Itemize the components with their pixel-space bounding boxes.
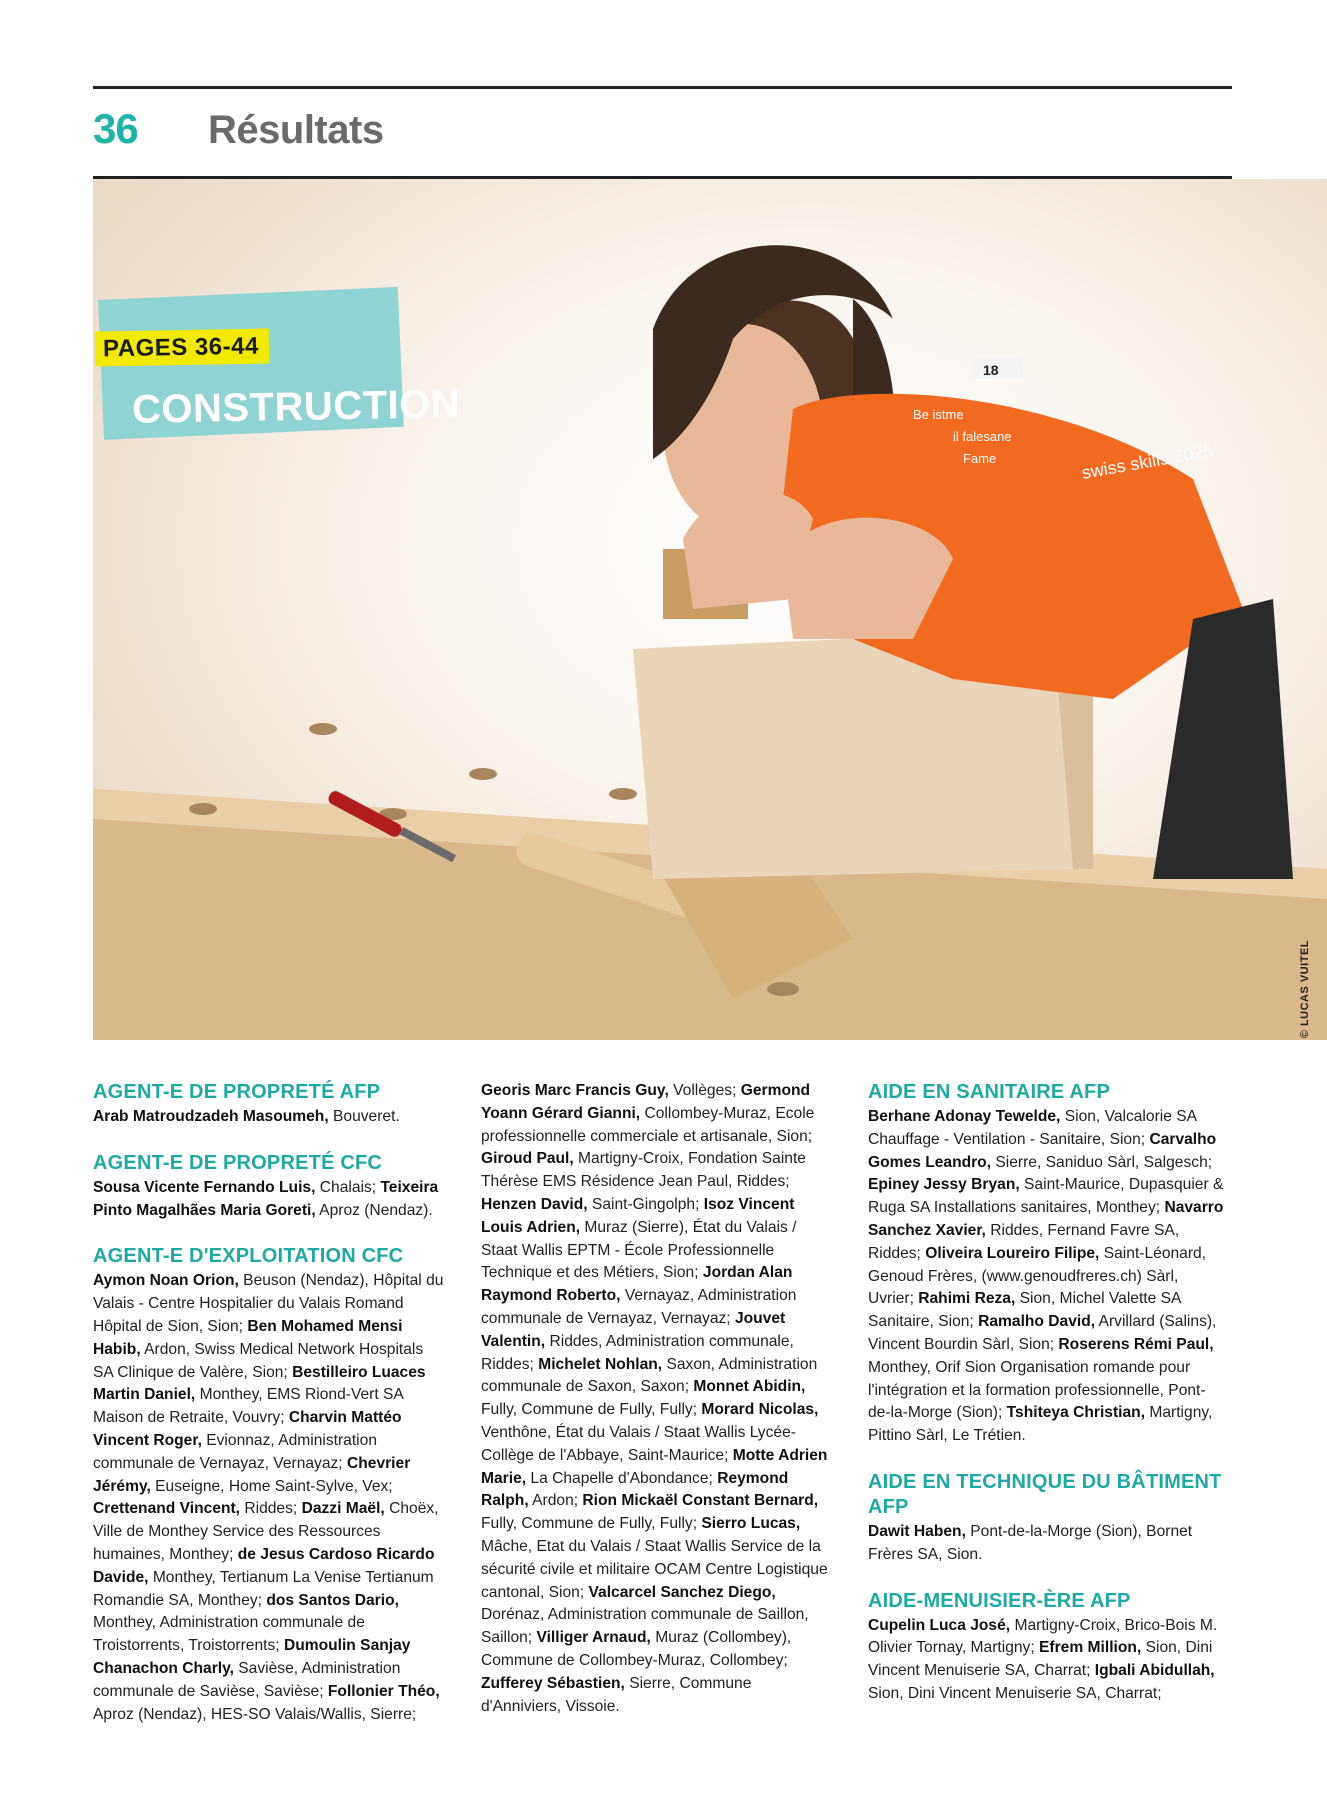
graduate-detail: Martigny, Pittino Sàrl, Le Trétien. xyxy=(868,1404,1213,1445)
graduate-name: Tshiteya Christian, xyxy=(1006,1404,1146,1422)
graduate-detail: Arvillard (Salins), Vincent Bourdin Sàrl, Sion; xyxy=(868,1313,1217,1353)
photo-credit: © LUCAS VUITEL xyxy=(1299,940,1311,1039)
graduate-name: Zufferey Sébastien, xyxy=(481,1674,625,1692)
graduate-name: Reymond Ralph, xyxy=(481,1469,789,1510)
category-entries xyxy=(868,1521,1228,1567)
graduate-name: Georis Marc Francis Guy, xyxy=(481,1082,669,1099)
graduate-detail: Sion, Michel Valette SA Sanitaire, Sion; xyxy=(868,1290,1181,1331)
category-title: AIDE EN TECHNIQUE DU BÂTIMENT AFP xyxy=(868,1470,1222,1518)
graduate-detail: Collombey-Muraz, Ecole professionnelle commerciale et artisanale, Sion; xyxy=(481,1104,815,1145)
graduate-detail: Riddes, Fernand Favre SA, Riddes; xyxy=(868,1221,1180,1262)
graduate-name: Dawit Haben, xyxy=(868,1522,966,1540)
category-entries xyxy=(93,1106,445,1129)
graduate-detail: Savièse, Administration communale de Savièse, Savièse; xyxy=(93,1659,401,1700)
graduate-detail: Monthey, Tertianum La Venise Tertianum Romandie SA, Monthey; xyxy=(93,1568,434,1609)
shirt-text-1: Be istme xyxy=(913,407,964,422)
bench-hole xyxy=(767,982,799,996)
graduate-detail: Fully, Commune de Fully, Fully; xyxy=(481,1401,702,1419)
result-category xyxy=(868,1589,1228,1706)
graduate-name: Michelet Nohlan, xyxy=(538,1355,663,1373)
graduate-detail: Aproz (Nendaz). xyxy=(315,1201,433,1219)
category-title: AGENT-E D'EXPLOITATION CFC xyxy=(93,1245,404,1268)
graduate-detail: Muraz (Sierre), État du Valais / Staat Wallis EPTM - École Professionnelle Technique et des Métiers, Sion; xyxy=(481,1218,797,1282)
category-title: AGENT-E DE PROPRETÉ CFC xyxy=(93,1151,383,1174)
graduate-name: Ben Mohamed Mensi Habib, xyxy=(93,1317,403,1358)
results-column-3 xyxy=(868,1080,1228,1728)
graduate-name: dos Santos Dario, xyxy=(266,1591,399,1609)
graduate-detail: Dorénaz, Administration communale de Saillon, Saillon; xyxy=(481,1606,809,1647)
graduate-name: Crettenand Vincent, xyxy=(93,1500,241,1518)
graduate-name: Efrem Million, xyxy=(1039,1639,1142,1657)
graduate-detail: Mâche, Etat du Valais / Staat Wallis Service de la sécurité civile et militaire OCAM Centre Logistique cantonal, Sion; xyxy=(481,1537,828,1601)
graduate-name: Sousa Vicente Fernando Luis, xyxy=(93,1178,316,1196)
graduate-name: Jordan Alan Raymond Roberto, xyxy=(481,1264,793,1305)
graduate-name: Epiney Jessy Bryan, xyxy=(868,1176,1020,1194)
category-entries xyxy=(93,1177,445,1223)
shirt-text-2: il falesane xyxy=(953,429,1012,444)
graduate-detail: Vernayaz, Administration communale de Vernayaz, Vernayaz; xyxy=(481,1287,797,1327)
graduate-detail: Sierre, Saniduo Sàrl, Salgesch; xyxy=(991,1153,1213,1171)
banner-title: CONSTRUCTION xyxy=(131,382,461,432)
graduate-name: Giroud Paul, xyxy=(481,1150,574,1168)
graduate-name: Sierro Lucas, xyxy=(701,1515,801,1533)
shirt-text-3: Fame xyxy=(963,451,997,466)
results-column-1 xyxy=(93,1080,445,1748)
category-entries xyxy=(93,1270,445,1726)
graduate-detail: Sion, Dini Vincent Menuiserie SA, Charrat; xyxy=(868,1639,1213,1680)
graduate-detail: Saint-Maurice, Dupasquier & Ruga SA Installations sanitaires, Monthey; xyxy=(868,1176,1224,1217)
graduate-detail: Venthône, État du Valais / Staat Wallis Lycée-Collège de l'Abbaye, Saint-Maurice; xyxy=(481,1423,796,1464)
graduate-name: Oliveira Loureiro Filipe, xyxy=(925,1244,1100,1262)
graduate-name: Henzen David, xyxy=(481,1195,588,1213)
bench-hole xyxy=(609,788,637,800)
header-rule-top xyxy=(93,86,1232,89)
graduate-name: Follonier Théo, xyxy=(327,1682,440,1700)
graduate-detail: Euseigne, Home Saint-Sylve, Vex; xyxy=(150,1477,393,1495)
graduate-name: Roserens Rémi Paul, xyxy=(1058,1335,1214,1353)
graduate-name: Aymon Noan Orion, xyxy=(93,1272,239,1290)
graduate-name: Monnet Abidin, xyxy=(693,1378,806,1396)
graduate-name: Motte Adrien Marie, xyxy=(481,1446,828,1487)
graduate-name: Dumoulin Sanjay Chanachon Charly, xyxy=(93,1637,411,1677)
graduate-name: Bestilleiro Luaces Martin Daniel, xyxy=(93,1363,426,1404)
graduate-name: Cupelin Luca José, xyxy=(868,1616,1011,1634)
results-column-2 xyxy=(481,1080,833,1740)
graduate-name: Valcarcel Sanchez Diego, xyxy=(588,1583,776,1601)
graduate-detail: Beuson (Nendaz), Hôpital du Valais - Centre Hospitalier du Valais Romand Hôpital de Sion, Sion; xyxy=(93,1272,444,1335)
graduate-name: Germond Yoann Gérard Gianni, xyxy=(481,1082,811,1122)
shirt-number: 18 xyxy=(983,362,999,378)
category-title: AIDE-MENUISIER-ÈRE AFP xyxy=(868,1589,1131,1612)
bench-hole xyxy=(189,803,217,815)
result-category xyxy=(93,1244,445,1726)
graduate-detail: Saint-Gingolph; xyxy=(587,1195,704,1213)
graduate-detail: La Chapelle d'Abondance; xyxy=(526,1469,718,1487)
section-title: Résultats xyxy=(208,108,384,152)
graduate-detail: Evionnaz, Administration communale de Vernayaz, Vernayaz; xyxy=(93,1431,377,1472)
graduate-detail: Martigny-Croix, Fondation Sainte Thérèse EMS Résidence Jean Paul, Riddes; xyxy=(481,1150,806,1191)
graduate-name: Ramalho David, xyxy=(978,1313,1096,1331)
graduate-detail: Pont-de-la-Morge (Sion), Bornet Frères SA, Sion. xyxy=(868,1522,1193,1563)
shirt-brand: swiss skills 2025 xyxy=(1080,440,1215,483)
graduate-name: Isoz Vincent Louis Adrien, xyxy=(481,1195,795,1236)
graduate-name: Carvalho Gomes Leandro, xyxy=(868,1130,1217,1171)
graduate-detail: Saxon, Administration communale de Saxon, Saxon; xyxy=(481,1355,818,1396)
category-title: AIDE EN SANITAIRE AFP xyxy=(868,1081,1110,1103)
graduate-name: Igbali Abidullah, xyxy=(1094,1662,1215,1680)
graduate-name: Arab Matroudzadeh Masoumeh, xyxy=(93,1108,329,1125)
graduate-detail: Monthey, Orif Sion Organisation romande pour l'intégration et la formation professionnelle, Pont-de-la-Morge (Sion); xyxy=(868,1358,1206,1422)
category-entries xyxy=(868,1106,1228,1448)
category-entries xyxy=(481,1080,833,1718)
graduate-name: Rahimi Reza, xyxy=(918,1290,1016,1308)
bench-hole xyxy=(309,723,337,735)
graduate-name: Berhane Adonay Tewelde, xyxy=(868,1108,1061,1125)
page-number: 36 xyxy=(93,105,138,152)
graduate-detail: Monthey, Administration communale de Troistorrents, Troistorrents; xyxy=(93,1614,365,1655)
graduate-detail: Riddes, Administration communale, Riddes; xyxy=(481,1332,794,1373)
graduate-detail: Muraz (Collombey), Commune de Collombey-Muraz, Collombey; xyxy=(481,1629,792,1669)
banner-pages-label: PAGES 36-44 xyxy=(95,328,269,366)
graduate-detail: Sierre, Commune d'Anniviers, Vissoie. xyxy=(481,1674,752,1715)
graduate-detail: Ardon; xyxy=(528,1492,583,1510)
graduate-detail: Chalais; xyxy=(315,1178,381,1196)
graduate-name: Charvin Mattéo Vincent Roger, xyxy=(93,1409,402,1449)
graduate-detail: Ardon, Swiss Medical Network Hospitals SA Clinique de Valère, Sion; xyxy=(93,1340,424,1381)
graduate-name: de Jesus Cardoso Ricardo Davide, xyxy=(93,1545,435,1586)
category-title: AGENT-E DE PROPRETÉ AFP xyxy=(93,1081,381,1103)
graduate-detail: Vollèges; xyxy=(668,1082,741,1099)
result-category xyxy=(93,1151,445,1223)
graduate-name: Rion Mickaël Constant Bernard, xyxy=(582,1492,819,1510)
graduate-detail: Fully, Commune de Fully, Fully; xyxy=(481,1515,702,1533)
graduate-detail: Monthey, EMS Riond-Vert SA Maison de Retraite, Vouvry; xyxy=(93,1386,403,1427)
graduate-name: Jouvet Valentin, xyxy=(481,1309,786,1350)
graduate-name: Teixeira Pinto Magalhães Maria Goreti, xyxy=(93,1178,439,1219)
result-category xyxy=(93,1080,445,1129)
result-category xyxy=(868,1470,1228,1567)
graduate-detail: Sion, Dini Vincent Menuiserie SA, Charrat; xyxy=(868,1684,1162,1702)
graduate-detail: Aproz (Nendaz), HES-SO Valais/Wallis, Sierre; xyxy=(93,1705,417,1723)
graduate-detail: Saint-Léonard, Genoud Frères, (www.genoudfreres.ch) Sàrl, Uvrier; xyxy=(868,1244,1207,1308)
graduate-detail: Choëx, Ville de Monthey Service des Ressources humaines, Monthey; xyxy=(93,1500,439,1563)
graduate-name: Dazzi Maël, xyxy=(301,1500,385,1518)
category-entries xyxy=(868,1615,1228,1706)
graduate-detail: Bouveret. xyxy=(328,1108,400,1125)
graduate-detail: Sion, Valcalorie SA Chauffage - Ventilation - Sanitaire, Sion; xyxy=(868,1108,1197,1148)
graduate-name: Chevrier Jérémy, xyxy=(93,1454,411,1495)
graduate-detail: Riddes; xyxy=(240,1500,302,1518)
graduate-name: Villiger Arnaud, xyxy=(536,1629,651,1647)
graduate-detail: Martigny-Croix, Brico-Bois M. Olivier Tornay, Martigny; xyxy=(868,1616,1218,1657)
graduate-name: Navarro Sanchez Xavier, xyxy=(868,1199,1224,1239)
graduate-name: Morard Nicolas, xyxy=(701,1401,819,1419)
result-category xyxy=(481,1080,833,1718)
result-category xyxy=(868,1080,1228,1448)
bench-hole xyxy=(469,768,497,780)
